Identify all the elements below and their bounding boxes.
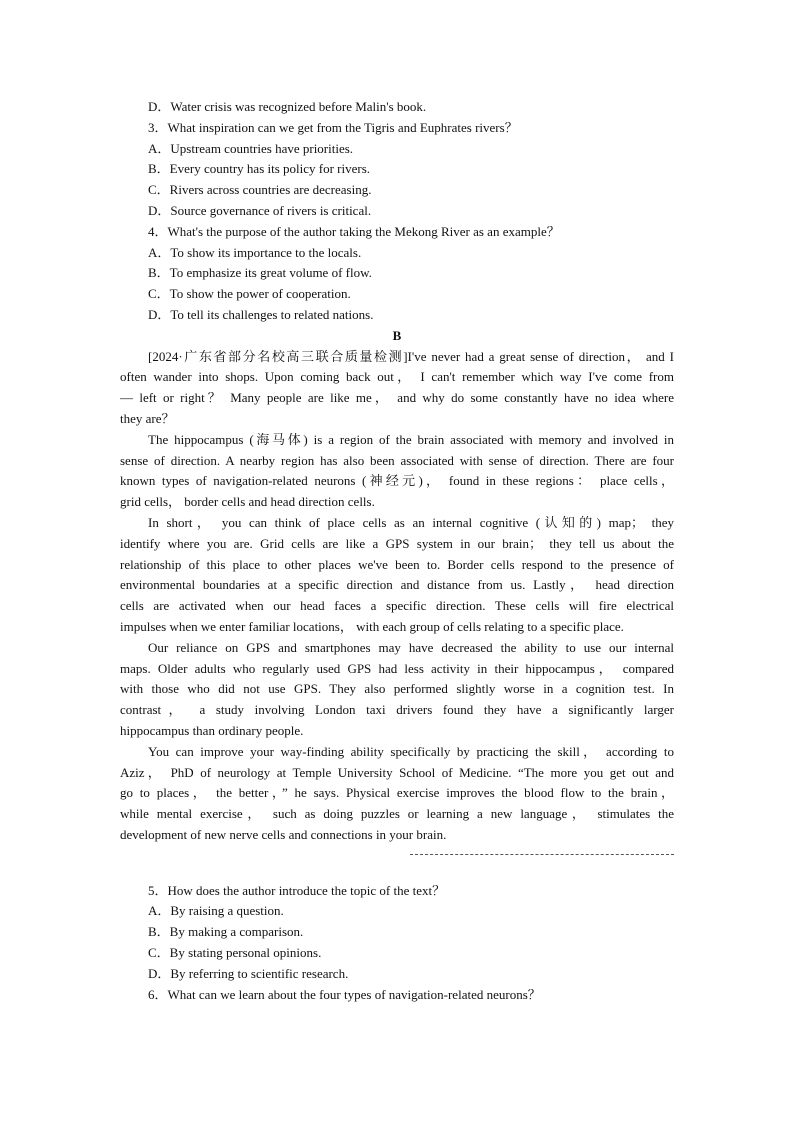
question-stem: 5．How does the author introduce the topic of the text？ bbox=[148, 882, 446, 898]
paragraph-line: go to places， the better，” he says. Physical exercise improves the blood flow to the brain， bbox=[120, 785, 674, 801]
paragraph-line: [2024·广东省部分名校高三联合质量检测]I've never had a great sense of direction， and I bbox=[148, 348, 674, 364]
paragraph-line: — left or right？ Many people are like me， and why do some constantly have no idea where bbox=[120, 390, 674, 406]
answer-option: C．Rivers across countries are decreasing. bbox=[148, 182, 372, 198]
question-stem: 3．What inspiration can we get from the Tigris and Euphrates rivers？ bbox=[148, 119, 518, 135]
paragraph-line: contrast， a study involving London taxi drivers found they have a significantly larger bbox=[120, 702, 674, 718]
answer-option: D．Water crisis was recognized before Malin's book. bbox=[148, 99, 427, 114]
answer-option: B．By making a comparison. bbox=[148, 924, 304, 940]
paragraph-line: maps. Older adults who regularly used GPS had less activity in their hippocampus， compared bbox=[120, 660, 674, 676]
answer-option: D．To tell its challenges to related nations. bbox=[148, 306, 374, 322]
paragraph-line: known types of navigation-related neurons (神经元)， found in these regions： place cells， bbox=[120, 473, 674, 489]
paragraph bbox=[120, 347, 674, 430]
paragraph-line: Our reliance on GPS and smartphones may have decreased the ability to use our internal bbox=[148, 639, 674, 655]
paragraph-line: identify where you are. Grid cells are like a GPS system in our brain； they tell us about the bbox=[120, 535, 674, 551]
passage-b bbox=[120, 347, 674, 846]
paragraph-line: development of new nerve cells and connections in your brain. bbox=[120, 826, 447, 842]
paragraph-line: The hippocampus (海马体) is a region of the brain associated with memory and involved in bbox=[148, 431, 674, 447]
paragraph-line: environmental boundaries at a specific direction and distance from us. Lastly， head direction bbox=[120, 577, 674, 593]
paragraph bbox=[120, 513, 674, 638]
question-stem: 6．What can we learn about the four types of navigation-related neurons？ bbox=[148, 986, 541, 1002]
paragraph-line: relationship of this place to other places we've been to. Border cells respond to the presence of bbox=[120, 556, 674, 572]
paragraph bbox=[120, 638, 674, 742]
paragraph-line: while mental exercise， such as doing puzzles or learning a new language， stimulates the bbox=[120, 806, 674, 822]
paragraph-line: with those who did not use GPS. They also performed slightly worse in a cognition test. In bbox=[120, 681, 674, 697]
paragraph-line: grid cells， border cells and head direction cells. bbox=[120, 494, 375, 510]
paragraph-line: hippocampus than ordinary people. bbox=[120, 722, 304, 738]
answer-option: B．To emphasize its great volume of flow. bbox=[148, 265, 372, 281]
paragraph bbox=[120, 742, 674, 846]
questions-part-b bbox=[120, 881, 674, 1006]
paragraph-line: cells are activated when our head faces a specific direction. These cells will fire electrical bbox=[120, 598, 674, 614]
paragraph bbox=[120, 430, 674, 513]
document-page bbox=[120, 97, 674, 1005]
answer-option: A．To show its importance to the locals. bbox=[148, 244, 362, 260]
paragraph-line: often wander into shops. Upon coming back out， I can't remember which way I've come from bbox=[120, 369, 674, 385]
answer-option: A．Upstream countries have priorities. bbox=[148, 140, 354, 156]
paragraph-line: they are？ bbox=[120, 410, 175, 426]
answer-option: D．Source governance of rivers is critical. bbox=[148, 202, 372, 218]
section-label: B bbox=[392, 327, 402, 343]
question-stem: 4．What's the purpose of the author taking the Mekong River as an example？ bbox=[148, 223, 560, 239]
paragraph-line: impulses when we enter familiar locations， with each group of cells relating to a specific place. bbox=[120, 618, 624, 634]
answer-option: A．By raising a question. bbox=[148, 903, 284, 919]
answer-option: D．By referring to scientific research. bbox=[148, 965, 349, 981]
answer-option: C．By stating personal opinions. bbox=[148, 945, 322, 961]
paragraph-line: In short， you can think of place cells as an internal cognitive (认知的) map； they bbox=[148, 514, 674, 530]
answer-option: C．To show the power of cooperation. bbox=[148, 286, 351, 302]
paragraph-line: Aziz， PhD of neurology at Temple University School of Medicine. “The more you get out and bbox=[120, 764, 674, 780]
answer-option: B．Every country has its policy for rivers. bbox=[148, 161, 371, 177]
paragraph-line: sense of direction. A nearby region has also been associated with sense of direction. There are four bbox=[120, 452, 674, 468]
paragraph-line: You can improve your way-finding ability specifically by practicing the skill， according to bbox=[148, 743, 674, 759]
questions-part-a bbox=[120, 97, 674, 326]
